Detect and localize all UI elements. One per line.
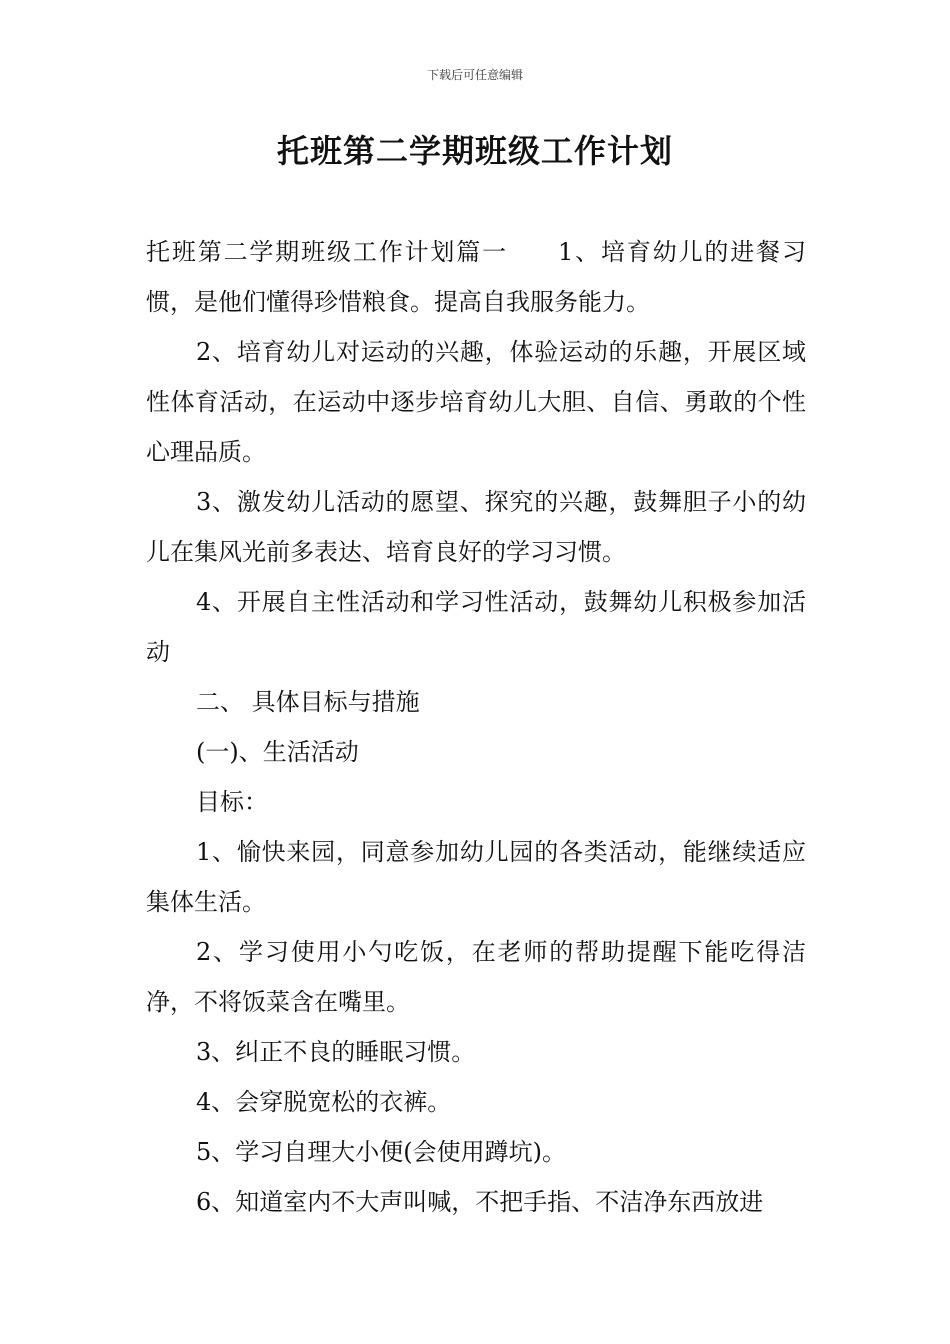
intro-paragraph — [146, 227, 806, 327]
objective-item-5: 5、学习自理大小便(会使用蹲坑)。 — [196, 1138, 566, 1166]
paragraph-goal-4: 4、开展自主性活动和学习性活动，鼓舞幼儿积极参加活动 — [146, 588, 806, 666]
objective-item-6: 6、知道室内不大声叫喊，不把手指、不洁净东西放进 — [196, 1188, 764, 1216]
objective-item-2: 2、学习使用小勺吃饭，在老师的帮助提醒下能吃得洁净，不将饭菜含在嘴里。 — [146, 938, 806, 1016]
intro-rest: 1、培育幼儿的进餐习惯，是他们懂得珍惜粮食。提高自我服务能力。 — [146, 238, 807, 316]
page-header-note: 下载后可任意编辑 — [426, 68, 523, 82]
objective-item-4: 4、会穿脱宽松的衣裤。 — [196, 1088, 452, 1116]
objective-item-3: 3、纠正不良的睡眠习惯。 — [196, 1038, 476, 1066]
section-heading-measures: 二、 具体目标与措施 — [196, 688, 420, 716]
intro-lead: 托班第二学期班级工作计划篇一 — [146, 238, 509, 266]
paragraph-goal-2: 2、培育幼儿对运动的兴趣，体验运动的乐趣，开展区域性体育活动，在运动中逐步培育幼儿大胆、自信、勇敢的个性心理品质。 — [146, 338, 806, 466]
document-title: 托班第二学期班级工作计划 — [276, 132, 673, 170]
subsection-heading-life-activities: (一)、生活活动 — [196, 738, 359, 766]
paragraph-goal-3: 3、激发幼儿活动的愿望、探究的兴趣，鼓舞胆子小的幼儿在集风光前多表达、培育良好的学习习惯。 — [146, 488, 806, 566]
objective-item-1: 1、愉快来园，同意参加幼儿园的各类活动，能继续适应集体生活。 — [146, 838, 806, 916]
document-body — [146, 227, 806, 1227]
objectives-label: 目标： — [196, 788, 268, 816]
